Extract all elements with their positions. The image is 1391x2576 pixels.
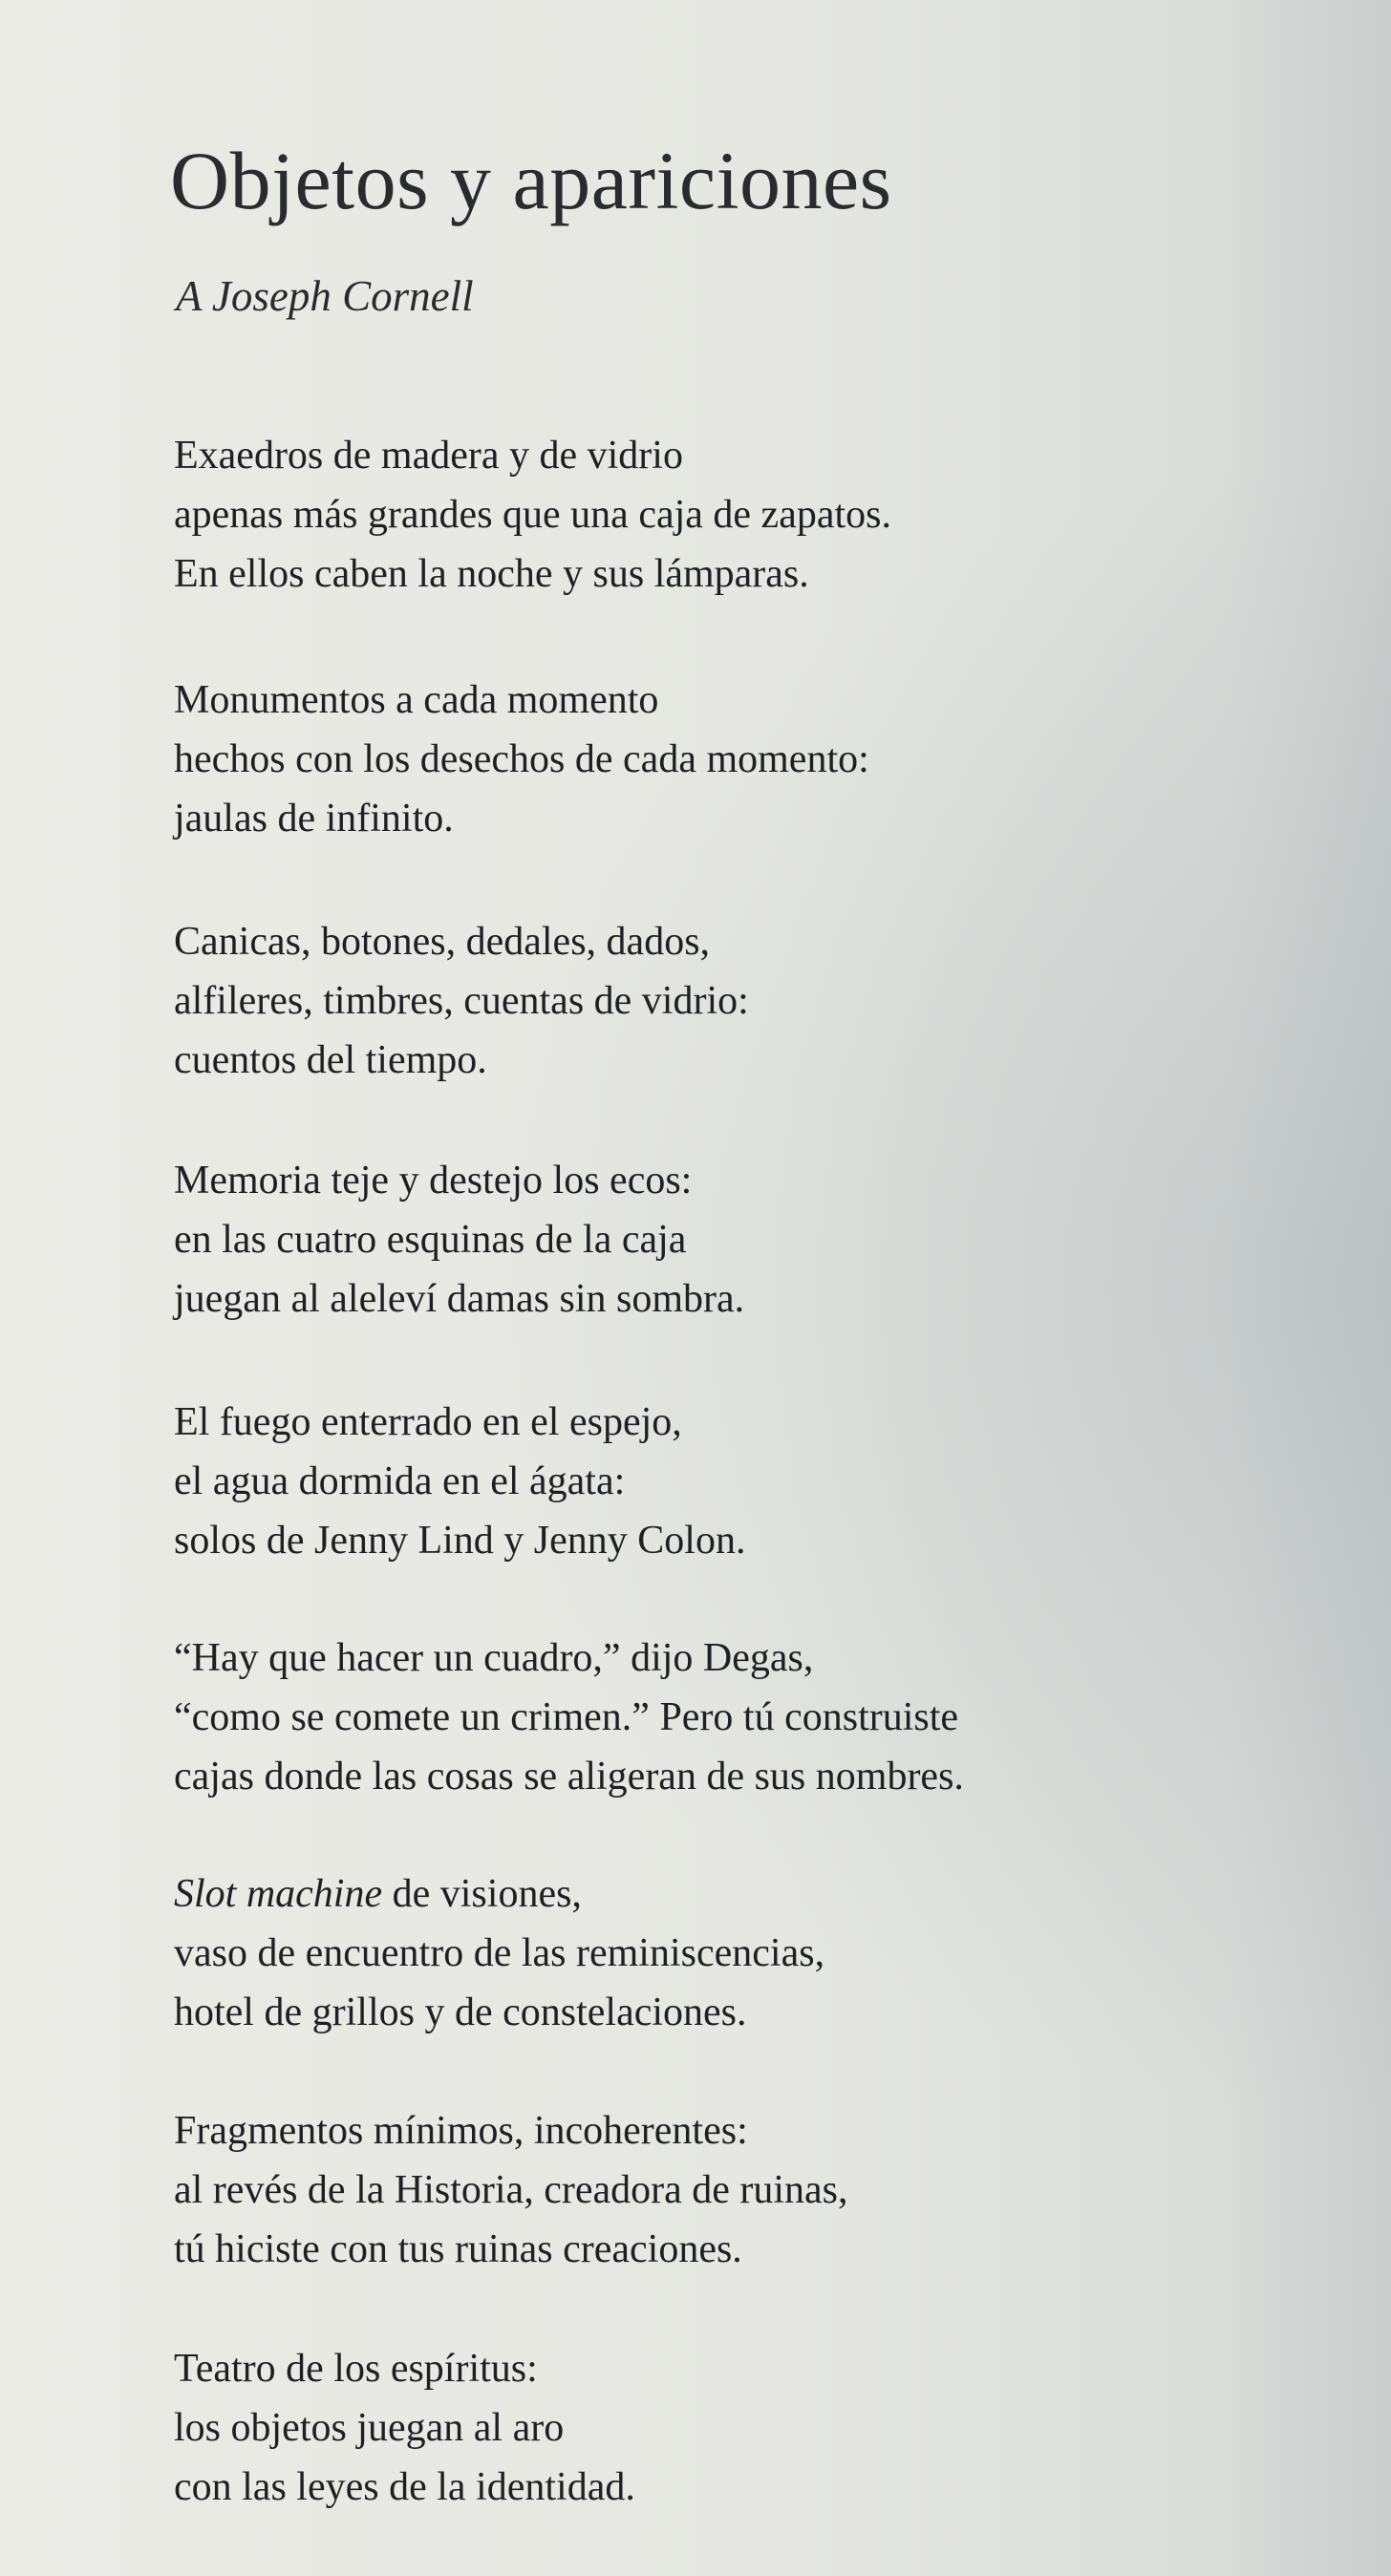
- poem-line: solos de Jenny Lind y Jenny Colon.: [174, 1519, 746, 1563]
- stanza-2: [174, 671, 869, 848]
- poem-line: Teatro de los espíritus:: [174, 2347, 538, 2391]
- stanza-6: [174, 1629, 964, 1806]
- poem-line: Canicas, botones, dedales, dados,: [174, 920, 711, 964]
- poem-line: en las cuatro esquinas de la caja: [174, 1218, 687, 1262]
- poem-line: En ellos caben la noche y sus lámparas.: [174, 552, 809, 596]
- poem-line: Exaedros de madera y de vidrio: [174, 434, 683, 478]
- poem-line: tú hiciste con tus ruinas creaciones.: [174, 2227, 742, 2271]
- poem-line: “Hay que hacer un cuadro,” dijo Degas,: [174, 1636, 814, 1680]
- stanza-1: [174, 426, 891, 604]
- stanza-7: [174, 1864, 824, 2042]
- poem-line: apenas más grandes que una caja de zapatos.: [174, 493, 891, 537]
- show-through-text: [1047, 124, 1391, 2512]
- poem-line: al revés de la Historia, creadora de ruinas,: [174, 2168, 848, 2212]
- stanza-8: [174, 2101, 848, 2279]
- poem-line: Monumentos a cada momento: [174, 678, 659, 722]
- poem-line: juegan al aleleví damas sin sombra.: [174, 1277, 745, 1321]
- poem-line: [174, 1864, 824, 1924]
- poem-line: Memoria teje y destejo los ecos:: [174, 1159, 693, 1203]
- poem-line: jaulas de infinito.: [174, 797, 454, 841]
- poem-line: alfileres, timbres, cuentas de vidrio:: [174, 979, 749, 1023]
- stanza-4: [174, 1151, 744, 1329]
- poem-line: cuentos del tiempo.: [174, 1038, 487, 1082]
- poem-line: vaso de encuentro de las reminiscencias,: [174, 1931, 825, 1975]
- poem-line: hotel de grillos y de constelaciones.: [174, 1991, 747, 2034]
- italic-phrase: Slot machine: [174, 1872, 383, 1916]
- stanza-5: [174, 1393, 745, 1570]
- poem-line: los objetos juegan al aro: [174, 2406, 565, 2450]
- poem-title: Objetos y apariciones: [170, 135, 892, 226]
- stanza-3: [174, 912, 749, 1090]
- poem-dedication: A Joseph Cornell: [176, 272, 474, 320]
- poem-line: cajas donde las cosas se aligeran de sus nombres.: [174, 1755, 964, 1799]
- poem-line: Fragmentos mínimos, incoherentes:: [174, 2109, 748, 2153]
- poem-line-rest: de visiones,: [382, 1872, 582, 1916]
- stanza-9: [174, 2339, 635, 2517]
- poem-line: “como se comete un crimen.” Pero tú construiste: [174, 1695, 959, 1739]
- poem-line: hechos con los desechos de cada momento:: [174, 737, 869, 781]
- poem-line: el agua dormida en el ágata:: [174, 1459, 626, 1503]
- poem-line: El fuego enterrado en el espejo,: [174, 1400, 682, 1444]
- poem-line: con las leyes de la identidad.: [174, 2465, 635, 2509]
